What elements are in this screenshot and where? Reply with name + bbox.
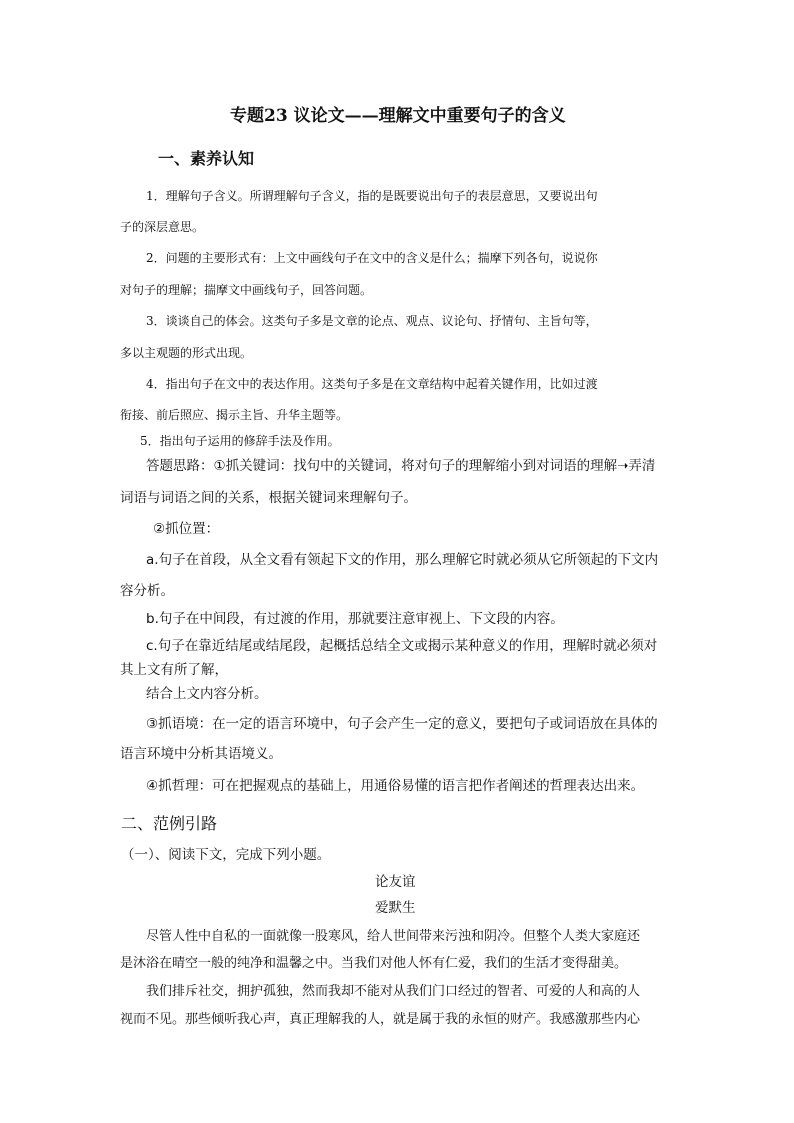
point-4-line-2: 衔接、前后照应、揭示主旨、升华主题等。 xyxy=(120,408,349,422)
essay-paragraph-1-line-1: 尽管人性中自私的一面就像一股寒风，给人世间带来污浊和阴冷。但整个人类大家庭还 xyxy=(146,929,641,944)
point-3-line-2: 多以主观题的形式出现。 xyxy=(120,346,253,360)
page-title: 专题23 议论文——理解文中重要句子的含义 xyxy=(230,106,566,126)
point-1-line-2: 子的深层意思。 xyxy=(120,220,205,234)
essay-paragraph-1-line-2: 是沐浴在晴空一般的纯净和温馨之中。当我们对他人怀有仁爱，我们的生活才变得甜美。 xyxy=(120,956,628,971)
position-b: b.句子在中间段，有过渡的作用，那就要注意审视上、下文段的内容。 xyxy=(146,611,564,627)
method-keyword-line-1: 答题思路：①抓关键词：找句中的关键词，将对句子的理解缩小到对词语的理解➝弄清 xyxy=(146,458,656,474)
method-context-line-1: ③抓语境：在一定的语言环境中，句子会产生一定的意义，要把句子或词语放在具体的 xyxy=(146,716,658,732)
essay-author: 爱默生 xyxy=(375,900,416,916)
essay-paragraph-2-line-2: 视而不见。那些倾听我心声，真正理解我的人，就是属于我的永恒的财产。我感激那些内心 xyxy=(120,1012,641,1027)
section-heading-literacy: 一、素养认知 xyxy=(158,149,255,168)
position-c-line-1: c.句子在靠近结尾或结尾段，起概括总结全文或揭示某种意义的作用，理解时就必须对 xyxy=(146,638,658,654)
section-heading-examples: 二、范例引路 xyxy=(121,814,218,833)
method-context-line-2: 语言环境中分析其语境义。 xyxy=(120,746,282,762)
position-c-line-2: 其上文有所了解， xyxy=(120,662,228,678)
point-1-line-1: 1．理解句子含义。所谓理解句子含义，指的是既要说出句子的表层意思，又要说出句 xyxy=(146,189,598,203)
point-3-line-1: 3．谈谈自己的体会。这类句子多是文章的论点、观点、议论句、抒情句、主旨句等， xyxy=(146,314,598,328)
position-a-line-1: a.句子在首段，从全文看有领起下文的作用，那么理解它时就必须从它所领起的下文内 xyxy=(146,552,659,568)
position-c-line-3: 结合上文内容分析。 xyxy=(146,686,268,702)
method-keyword-line-2: 词语与词语之间的关系，根据关键词来理解句子。 xyxy=(120,490,417,506)
point-4-line-1: 4．指出句子在文中的表达作用。这类句子多是在文章结构中起着关键作用，比如过渡 xyxy=(146,377,598,391)
method-position: ②抓位置： xyxy=(153,521,220,537)
point-2-line-1: 2．问题的主要形式有：上文中画线句子在文中的含义是什么；揣摩下列各句，说说你 xyxy=(146,251,598,265)
essay-title: 论友谊 xyxy=(375,874,416,890)
position-a-line-2: 容分析。 xyxy=(120,583,174,599)
point-5: 5．指出句子运用的修辞手法及作用。 xyxy=(140,434,340,448)
point-2-line-2: 对句子的理解；揣摩文中画线句子，回答问题。 xyxy=(120,283,373,297)
reading-intro: （一）、阅读下文，完成下列小题。 xyxy=(121,847,331,863)
essay-paragraph-2-line-1: 我们排斥社交，拥护孤独，然而我却不能对从我们门口经过的智者、可爱的人和高的人 xyxy=(146,984,641,999)
method-philosophy: ④抓哲理：可在把握观点的基础上，用通俗易懂的语言把作者阐述的哲理表达出来。 xyxy=(146,778,645,794)
